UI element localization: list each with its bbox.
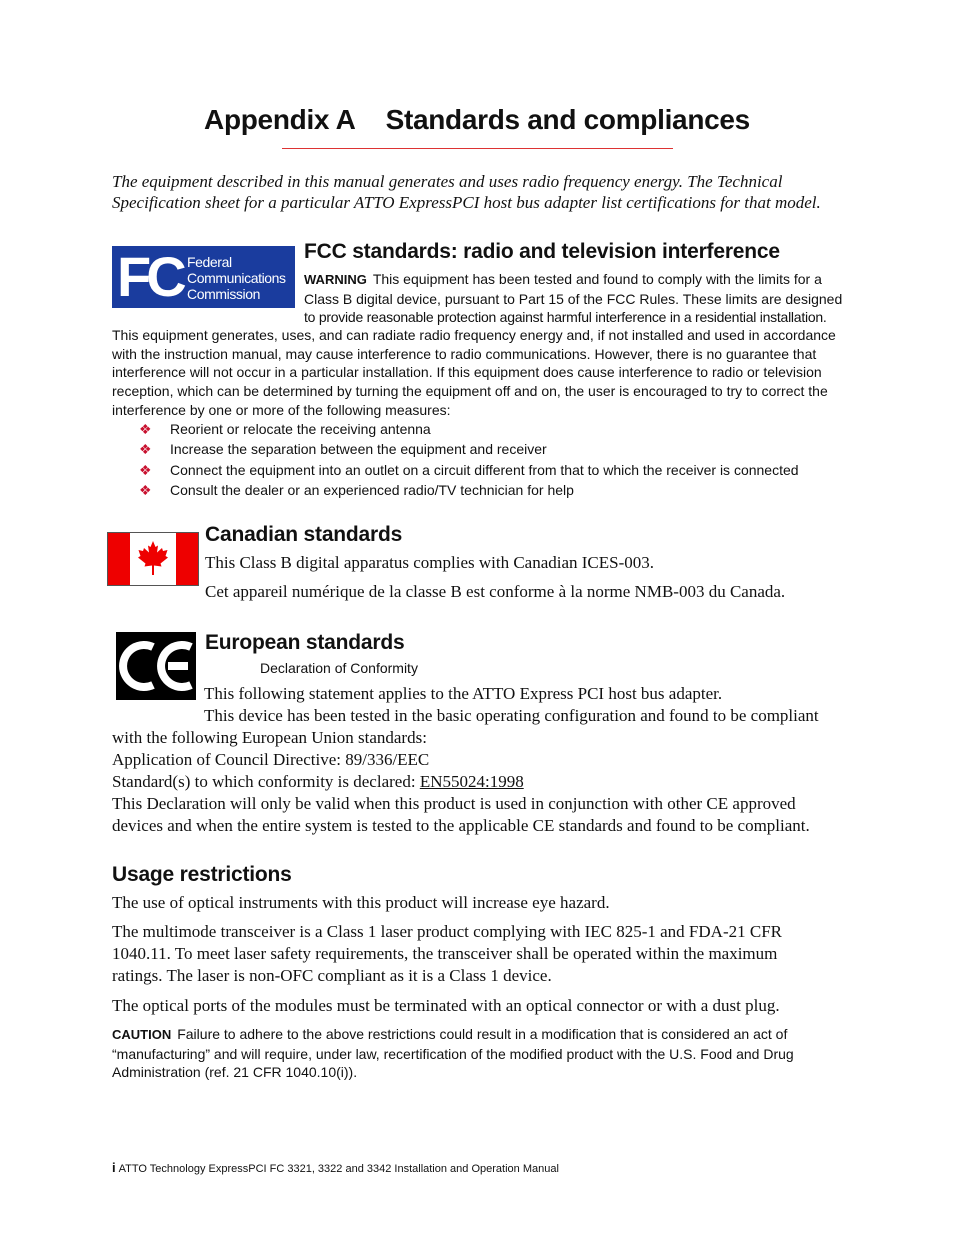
europe-standard: Standard(s) to which conformity is declared: EN55024:1998 xyxy=(112,772,524,791)
fcc-heading: FCC standards: radio and television interference xyxy=(304,240,780,263)
canada-flag-icon xyxy=(107,532,199,586)
europe-tested-a: This device has been tested in the basic operating configuration and found to be compliant xyxy=(204,706,819,725)
appendix-title: Standards and compliances xyxy=(385,104,750,135)
usage-heading: Usage restrictions xyxy=(112,863,292,886)
usage-p2: The multimode transceiver is a Class 1 laser product complying with IEC 825-1 and FDA-21 CFR 1040.11. To meet laser safety requirements, the transceiver shall be operated within the maximum ratings. The laser is non-OFC compliant as it is a Class 1 device. xyxy=(112,922,782,985)
canada-heading: Canadian standards xyxy=(205,523,403,546)
intro-paragraph: The equipment described in this manual generates and uses radio frequency energy. The Technical Specification sheet for a particular ATTO ExpressPCI host bus adapter list certifications for that model. xyxy=(112,172,821,212)
list-item: ❖ Consult the dealer or an experienced radio/TV technician for help xyxy=(139,481,574,498)
caution-block: CAUTION Failure to adhere to the above restrictions could result in a modification that is considered an act of “manufacturing” and will require, under law, recertification of the modified product with the U.S. Food and Drug Administration (ref. 21 CFR 1040.10(i)). xyxy=(112,1026,794,1081)
diamond-bullet-icon: ❖ xyxy=(139,441,152,458)
ce-mark-icon xyxy=(116,632,196,700)
europe-heading: European standards xyxy=(205,631,405,654)
fcc-warning: WARNING This equipment has been tested and found to comply with the limits for a Class B digital device, pursuant to Part 15 of the FCC Rules. These limits are designed to provide reasonable protection against harmful interference in a residential installation. xyxy=(304,271,843,326)
page-footer xyxy=(112,1160,559,1175)
europe-validity-b: devices and when the entire system is tested to the applicable CE standards and found to be compliant. xyxy=(112,816,810,835)
declaration-subheading: Declaration of Conformity xyxy=(260,660,418,676)
usage-p3: The optical ports of the modules must be terminated with an optical connector or with a dust plug. xyxy=(112,996,780,1015)
usage-p1: The use of optical instruments with this product will increase eye hazard. xyxy=(112,893,610,912)
fcc-logo xyxy=(112,246,295,308)
page-title xyxy=(0,104,954,136)
canada-line-en: This Class B digital apparatus complies with Canadian ICES-003. xyxy=(205,553,655,572)
warning-label: WARNING xyxy=(304,272,367,287)
diamond-bullet-icon: ❖ xyxy=(139,461,152,478)
caution-label: CAUTION xyxy=(112,1027,172,1042)
canada-line-fr: Cet appareil numérique de la classe B est conforme à la norme NMB-003 du Canada. xyxy=(205,582,786,601)
europe-validity-a: This Declaration will only be valid when this product is used in conjunction with other CE approved xyxy=(112,794,796,813)
standard-link[interactable]: EN55024:1998 xyxy=(419,772,524,791)
title-rule xyxy=(282,148,673,149)
maple-leaf-icon xyxy=(137,540,169,576)
fcc-body: This equipment generates, uses, and can radiate radio frequency energy and, if not installed and used in accordance with the instruction manual, may cause interference to radio communications. However, there is no guarantee that interference will not occur in a particular installation. If this equipment does cause interference to radio or television reception, which can be determined by turning the equipment off and on, the user is encouraged to try to correct the interference by one or more of the following measures: xyxy=(112,327,836,418)
fcc-logo-letters: FC xyxy=(117,246,182,308)
europe-applies: This following statement applies to the ATTO Express PCI host bus adapter. xyxy=(204,684,723,703)
appendix-label: Appendix A xyxy=(204,104,356,135)
page-number: i xyxy=(112,1160,116,1175)
europe-directive: Application of Council Directive: 89/336/EEC xyxy=(112,750,430,769)
fcc-logo-words: Federal Communications Commission xyxy=(187,254,286,302)
diamond-bullet-icon: ❖ xyxy=(139,421,152,437)
list-item: ❖ Connect the equipment into an outlet on a circuit different from that to which the receiver is connected xyxy=(139,461,799,478)
list-item: ❖ Reorient or relocate the receiving antenna xyxy=(139,421,431,437)
footer-text: ATTO Technology ExpressPCI FC 3321, 3322 and 3342 Installation and Operation Manual xyxy=(118,1163,559,1175)
diamond-bullet-icon: ❖ xyxy=(139,481,152,498)
list-item: ❖ Increase the separation between the equipment and receiver xyxy=(139,441,547,458)
europe-tested-b: with the following European Union standards: xyxy=(112,728,427,747)
fcc-measures-list xyxy=(112,420,852,501)
